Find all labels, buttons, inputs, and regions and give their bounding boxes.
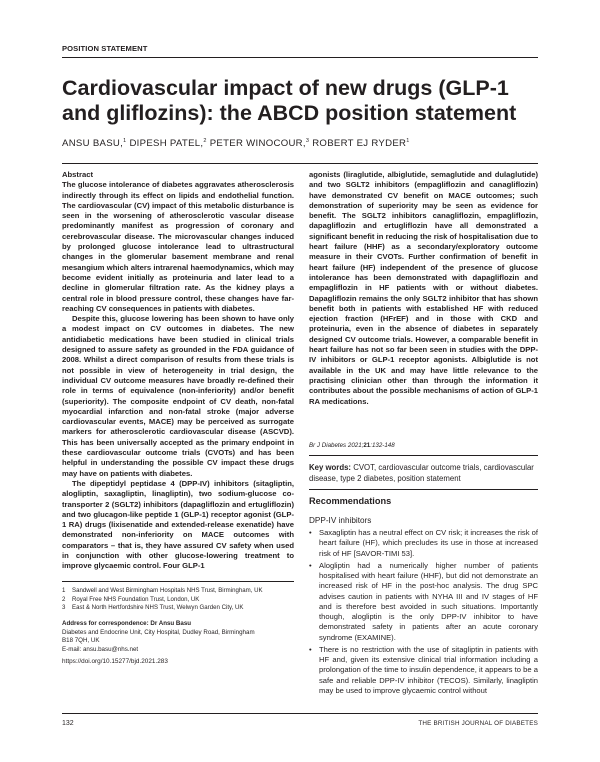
affiliation-number: 1	[62, 587, 66, 594]
affiliation-line	[62, 587, 294, 596]
recommendations-heading: Recommendations	[309, 496, 392, 506]
doi-link[interactable]: https://doi.org/10.15277/bjd.2021.283	[62, 658, 168, 665]
abstract-paragraph: The glucose intolerance of diabetes aggravates atherosclerosis indirectly through its effect on lipids and endothelial function. The cardiovascular (CV) impact of this metabolic disturbance is seen in the worsening of atherosclerotic vascular disease predominantly manifest as progression of coronary and cerebrovascular disease. The microvascular changes induced by prolonged glucose intolerance lead to ultrastructural changes in the glomerular basement membrane and renal mesangium which alters intrarenal haemodynamics, which may become evident initially as proteinuria and later lead to a decline in glomerular filtration rate. As the kidney plays a central role in blood pressure control, these changes have far-reaching CV consequences in patients with diabetes.	[62, 180, 294, 313]
recommendations-list	[309, 528, 538, 698]
affiliation-line	[62, 604, 294, 613]
footer-divider	[62, 713, 538, 714]
correspondence-email[interactable]: E-mail: ansu.basu@nhs.net	[62, 645, 139, 653]
citation-volume: 21	[363, 442, 371, 449]
affiliations	[62, 587, 294, 613]
keywords-label: Key words:	[309, 463, 352, 472]
correspondence-address	[62, 620, 294, 654]
abstract-right-column	[309, 170, 538, 407]
affiliations-divider	[62, 581, 294, 582]
correspondence-line: Diabetes and Endocrine Unit, City Hospital, Dudley Road, Birmingham	[62, 628, 255, 636]
citation	[309, 442, 395, 449]
author-affiliation-marker: 2	[203, 138, 207, 144]
keywords-divider-top	[309, 455, 538, 456]
abstract-paragraph: agonists (liraglutide, albiglutide, semaglutide and dulaglutide) and two SGLT2 inhibitors (empagliflozin and canagliflozin) have demonstrated CV benefit on MACE outcomes; such demonstration of superiority may be seen as evidence for benefit. The SGLT2 inhibitors canagliflozin, empagliflozin, dapagliflozin and ertugliflozin have all demonstrated a significant benefit in reducing the risk of hospitalisation due to heart failure (HHF) as a secondary/exploratory outcome measure in their CVOTs. Further confirmation of benefit in heart failure (HF) independent of the presence of glucose intolerance has been demonstrated with dapagliflozin and empagliflozin in HF patients with or without diabetes. Dapagliflozin remains the only SGLT2 inhibitor that has shown benefit both in patients with established HF with reduced ejection fraction (HFrEF) and in those with CKD and proteinuria, even in the absence of diabetes in separately designed CV outcome trials. However, a comparable benefit in heart failure has not so far been seen in studies with the DPP-IV inhibitors or GLP-1 receptor agonists. Albiglutide is not available in the UK and may have little relevance to the practising clinician other than through the information it contributes about the possible mechanisms of action of GLP-1 RA medications.	[309, 170, 538, 406]
journal-name: THE BRITISH JOURNAL OF DIABETES	[418, 720, 538, 727]
recommendations-subheading: DPP-IV inhibitors	[309, 516, 372, 525]
citation-year: 2021;	[347, 442, 364, 449]
affiliation-number: 3	[62, 604, 66, 612]
abstract-paragraph: Despite this, glucose lowering has been shown to have only a modest impact on CV outcomes in diabetes. The new antidiabetic medications have been studied in clinical trials designed to assure safety as grounded in the FDA guidance of 2008. Whilst a direct comparison of results from these trials is not possible in view of heterogeneity in trial design, the individual CV outcome measures have broadly re-defined their role in terms of equivalence (non-inferiority) and/or benefit (superiority). The composite endpoint of CV death, non-fatal myocardial infarction and non-fatal stroke (major adverse cardiovascular events, MACE) may be perceived as surrogate markers for atherosclerotic cardiovascular disease (ASCVD). This has been universally accepted as the primary endpoint in these cardiovascular outcome trials (CVOTs) and has been helpful in understanding the possible CV impact these drugs may have on patients with diabetes.	[62, 314, 294, 478]
section-label: POSITION STATEMENT	[62, 44, 148, 53]
list-item: • Saxagliptin has a neutral effect on CV risk; it increases the risk of heart failure (HF), which precludes its use in those at increased risk of HF [SAVOR-TIMI 53].	[309, 528, 538, 559]
correspondence-line: B18 7QH, UK	[62, 637, 100, 645]
affiliation-number: 2	[62, 595, 66, 603]
authors-divider	[62, 163, 538, 164]
keywords	[309, 463, 538, 484]
affiliation-text: Royal Free NHS Foundation Trust, London, UK	[72, 595, 200, 603]
author-affiliation-marker: 1	[123, 138, 127, 144]
article-title: Cardiovascular impact of new drugs (GLP-1 and gliflozins): the ABCD position statement	[62, 76, 517, 125]
affiliation-line	[62, 596, 294, 605]
author-affiliation-marker: 3	[305, 138, 310, 144]
correspondence-label: Address for correspondence: Dr Ansu Basu	[62, 620, 192, 627]
citation-pages: :132-148	[370, 442, 395, 449]
author-name: PETER WINOCOUR,	[206, 138, 306, 150]
citation-journal: Br J Diabetes	[309, 442, 347, 449]
abstract-paragraph: The dipeptidyl peptidase 4 (DPP-IV) inhibitors (sitagliptin, alogliptin, saxagliptin, linagliptin), two sodium-glucose co-transporter 2 (SGLT2) inhibitors (dapagliflozin and ertugliflozin) and two glucagon-like peptide 1 (GLP-1) receptor agonist (GLP-1 RA) drugs (lixisenatide and extended-release exenatide) have demonstrated non-inferiority on MACE outcomes with comparators – that is, they have assured CV safety when used in conjunction with other glucose-lowering treatment to improve glycaemic control. Four GLP-1	[62, 478, 294, 571]
author-name: DIPESH PATEL,	[126, 138, 204, 150]
author-affiliation-marker: 1	[406, 138, 410, 144]
author-name: ANSU BASU,	[62, 138, 124, 150]
page-number: 132	[62, 720, 74, 727]
affiliation-text: Sandwell and West Birmingham Hospitals NHS Trust, Birmingham, UK	[72, 587, 263, 594]
abstract-left-column	[62, 170, 294, 572]
keywords-text: CVOT, cardiovascular outcome trials, cardiovascular disease, type 2 diabetes, position statement	[309, 463, 534, 483]
author-name: ROBERT EJ RYDER	[309, 138, 407, 150]
author-list	[62, 138, 542, 149]
abstract-heading: Abstract	[62, 170, 93, 179]
affiliation-text: East & North Hertfordshire NHS Trust, Welwyn Garden City, UK	[72, 604, 244, 612]
list-item: • There is no restriction with the use of sitagliptin in patients with HF and, given its extensive clinical trial information including a prolongation of the time to insulin dependence, it appears to be a safe and reliable DPP-IV inhibitor (TECOS). Similarly, linagliptin may be used to improve glycaemic control without	[309, 645, 538, 696]
header-divider	[62, 57, 538, 58]
list-item: • Alogliptin had a numerically higher number of patients hospitalised with heart failure (HHF), but did not demonstrate an increased risk of HF in the post-hoc analysis. The drug SPC advises caution in patients with NYHA III and IV stages of HF and is therefore best avoided in such situations. Importantly though, alogliptin is the only DPP-IV inhibitor to have demonstrated safety in patients after an acute coronary syndrome (EXAMINE).	[309, 561, 538, 643]
keywords-divider-bottom	[309, 489, 538, 490]
